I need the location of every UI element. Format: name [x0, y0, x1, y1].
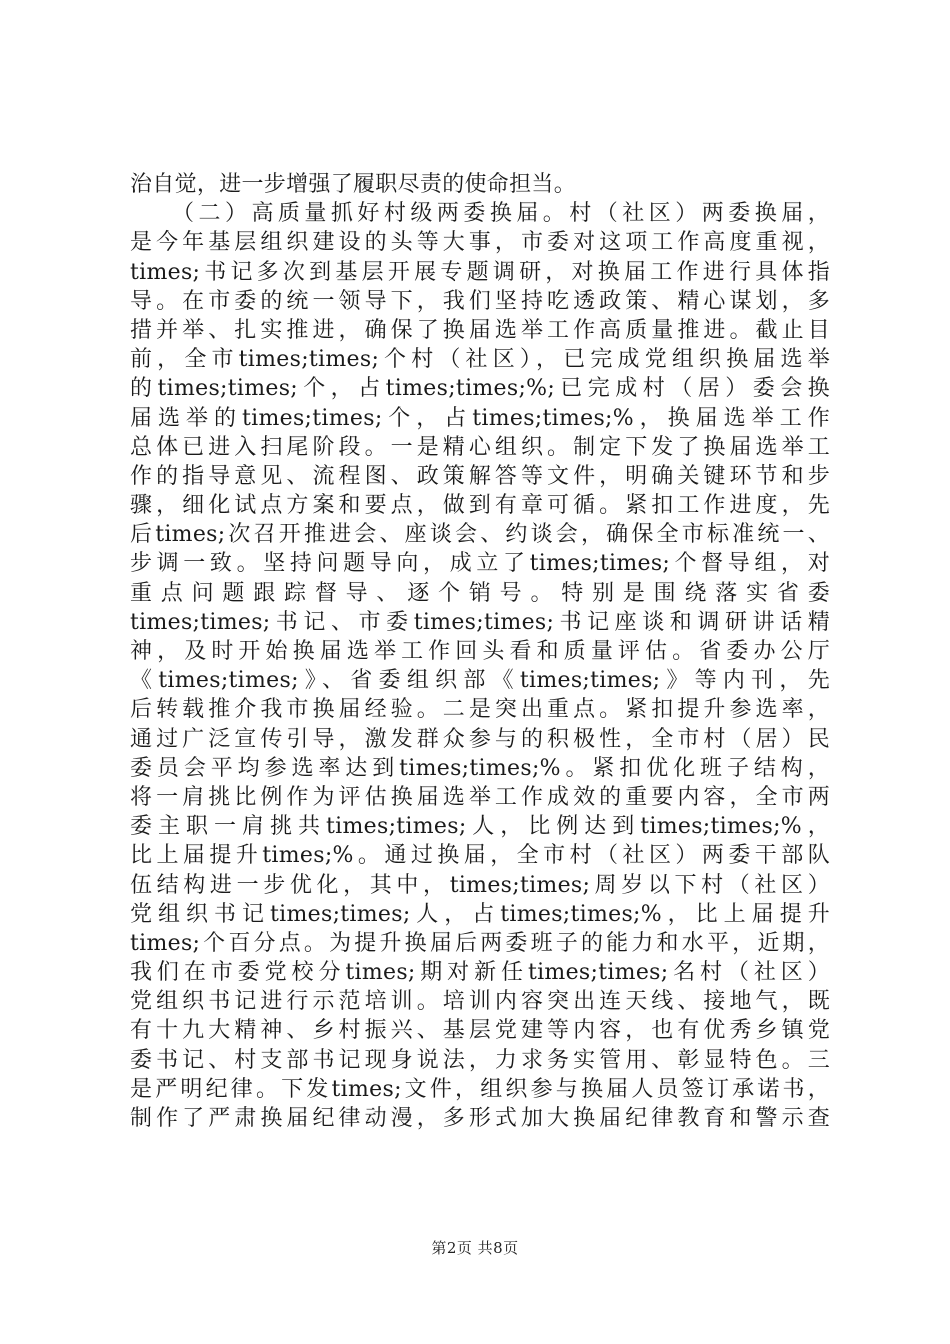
text-line: 骤，细化试点方案和要点，做到有章可循。紧扣工作进度，先 [130, 493, 830, 519]
text-line: 总体已进入扫尾阶段。一是精心组织。制定下发了换届选举工 [130, 434, 830, 460]
text-line: 有十九大精神、乡村振兴、基层党建等内容，也有优秀乡镇党 [130, 1018, 830, 1044]
text-line: 党组织书记times;times;人，占times;times;%，比上届提升 [130, 901, 830, 927]
text-line: 措并举、扎实推进，确保了换届选举工作高质量推进。截止目 [130, 317, 830, 343]
text-line: 是严明纪律。下发times;文件，组织参与换届人员签订承诺书， [130, 1076, 830, 1102]
text-line: 前，全市times;times;个村（社区），已完成党组织换届选举 [130, 347, 830, 373]
text-line: 作的指导意见、流程图、政策解答等文件，明确关键环节和步 [130, 463, 830, 489]
page-footer: 第2页 共8页 [431, 1239, 519, 1257]
text-line: 制作了严肃换届纪律动漫，多形式加大换届纪律教育和警示查 [130, 1106, 830, 1131]
text-line: times;个百分点。为提升换届后两委班子的能力和水平，近期， [130, 930, 830, 956]
text-line: （二）高质量抓好村级两委换届。村（社区）两委换届， [130, 201, 830, 227]
text-line: 伍结构进一步优化，其中，times;times;周岁以下村（社区） [130, 872, 830, 898]
text-line: 导。在市委的统一领导下，我们坚持吃透政策、精心谋划，多 [130, 288, 830, 314]
text-line: 党组织书记进行示范培训。培训内容突出连天线、接地气，既 [130, 989, 830, 1015]
text-line: 后times;次召开推进会、座谈会、约谈会，确保全市标准统一、 [130, 522, 830, 548]
text-line: 神，及时开始换届选举工作回头看和质量评估。省委办公厅 [130, 639, 830, 664]
text-line: 的times;times;个，占times;times;%;已完成村（居）委会换 [130, 376, 830, 402]
document-body [130, 170, 830, 1133]
text-line: 将一肩挑比例作为评估换届选举工作成效的重要内容，全市两 [130, 784, 830, 810]
text-line: 《times;times;》、省委组织部《times;times;》等内刊，先 [130, 668, 830, 694]
text-line: times;times;书记、市委times;times;书记座谈和调研讲话精 [130, 609, 830, 635]
text-line: 是今年基层组织建设的头等大事，市委对这项工作高度重视， [130, 230, 830, 256]
text-line: 我们在市委党校分times;期对新任times;times;名村（社区） [130, 960, 830, 986]
text-line: 后转载推介我市换届经验。二是突出重点。紧扣提升参选率， [130, 697, 830, 723]
text-line: 通过广泛宣传引导，激发群众参与的积极性，全市村（居）民 [130, 726, 830, 752]
text-line: 委员会平均参选率达到times;times;%。紧扣优化班子结构， [130, 755, 830, 781]
text-line: 重点问题跟踪督导、逐个销号。特别是围绕落实省委 [130, 580, 830, 606]
text-line: 届选举的times;times;个，占times;times;%，换届选举工作 [130, 405, 830, 431]
text-line: 委书记、村支部书记现身说法，力求务实管用、彰显特色。三 [130, 1047, 830, 1073]
text-line: 委主职一肩挑共times;times;人，比例达到times;times;%， [130, 814, 830, 840]
text-line: 步调一致。坚持问题导向，成立了times;times;个督导组，对 [130, 551, 830, 577]
text-line: times;书记多次到基层开展专题调研，对换届工作进行具体指 [130, 259, 830, 285]
text-line: 治自觉，进一步增强了履职尽责的使命担当。 [130, 172, 577, 197]
text-line: 比上届提升times;%。通过换届，全市村（社区）两委干部队 [130, 843, 830, 869]
